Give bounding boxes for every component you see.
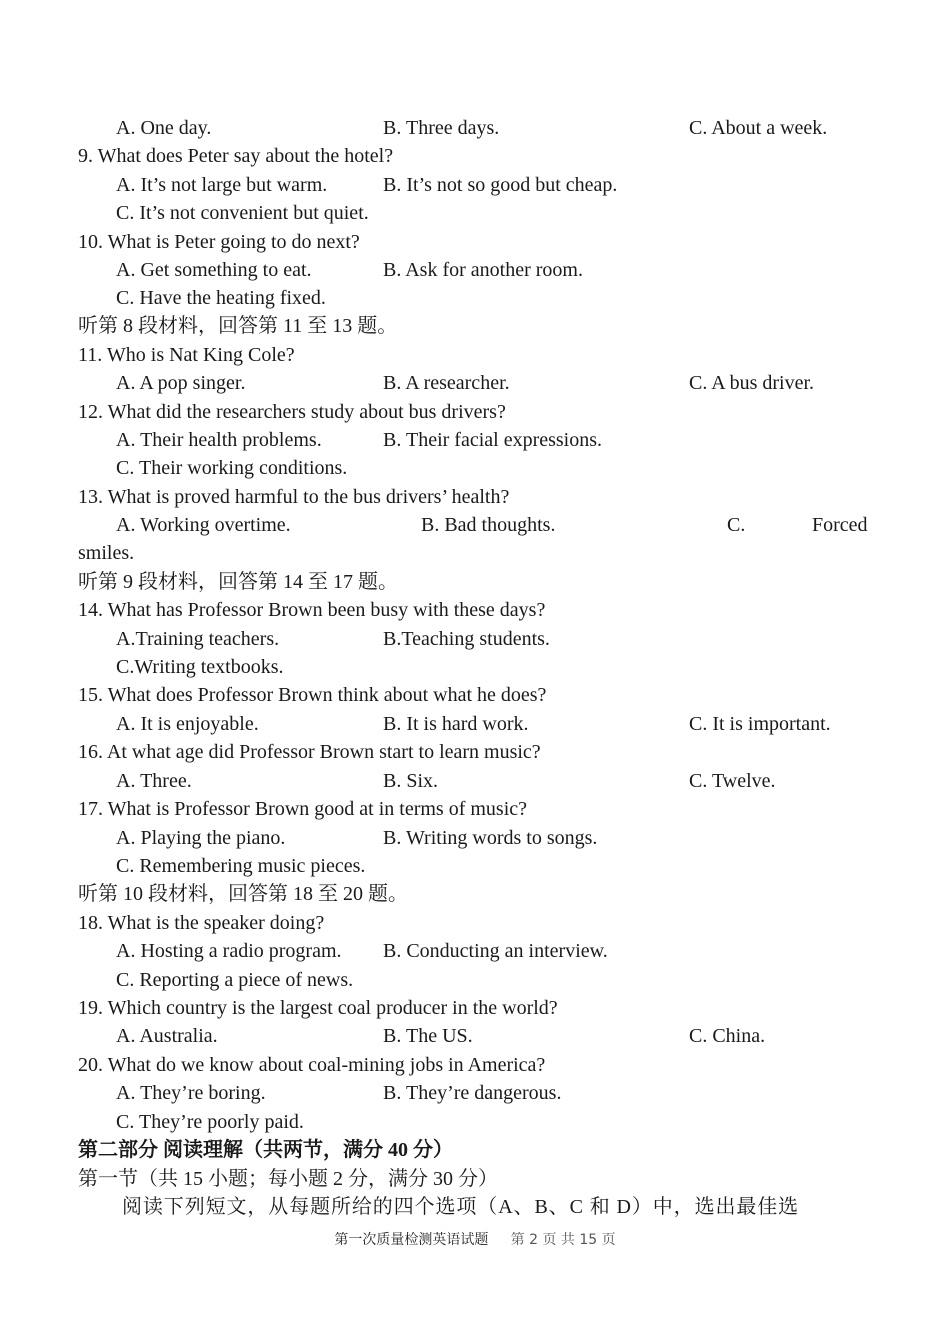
q13-option-c-text: Forced [812,514,868,536]
q16-stem: 16. At what age did Professor Brown start to learn music? [78,741,541,763]
q13-option-a: A. Working overtime. [116,514,291,536]
footer-title: 第一次质量检测英语试题 [334,1232,489,1248]
q14-option-a: A.Training teachers. [116,628,280,650]
part-2-heading: 第二部分 阅读理解（共两节，满分 40 分） [78,1139,453,1161]
q13-stem: 13. What is proved harmful to the bus drivers’ health? [78,486,510,508]
q19-option-a: A. Australia. [116,1025,218,1047]
q14-stem: 14. What has Professor Brown been busy with these days? [78,599,546,621]
q11-option-a: A. A pop singer. [116,372,246,394]
q17-option-b: B. Writing words to songs. [383,827,598,849]
q16-option-c: C. Twelve. [689,770,776,792]
q15-option-b: B. It is hard work. [383,713,529,735]
q19-option-b: B. The US. [383,1025,473,1047]
q12-stem: 12. What did the researchers study about bus drivers? [78,401,506,423]
q19-stem: 19. Which country is the largest coal producer in the world? [78,997,558,1019]
q10-option-b: B. Ask for another room. [383,259,583,281]
q12-option-b: B. Their facial expressions. [383,429,603,451]
q18-option-b: B. Conducting an interview. [383,940,608,962]
q9-stem: 9. What does Peter say about the hotel? [78,145,394,167]
section-9-heading: 听第 9 段材料，回答第 14 至 17 题。 [78,571,398,593]
q15-option-c: C. It is important. [689,713,831,735]
reading-instructions: 阅读下列短文，从每题所给的四个选项（A、B、C 和 D）中，选出最佳选 [122,1196,800,1218]
q13-option-b: B. Bad thoughts. [421,514,556,536]
q15-stem: 15. What does Professor Brown think about what he does? [78,684,547,706]
section-8-heading: 听第 8 段材料，回答第 11 至 13 题。 [78,315,398,337]
q8-option-b: B. Three days. [383,117,500,139]
q14-option-c: C.Writing textbooks. [116,656,284,678]
q20-option-c: C. They’re poorly paid. [116,1111,304,1133]
q13-option-c-wrap: smiles. [78,542,135,564]
q11-stem: 11. Who is Nat King Cole? [78,344,295,366]
q10-stem: 10. What is Peter going to do next? [78,231,360,253]
q16-option-b: B. Six. [383,770,439,792]
q9-option-c: C. It’s not convenient but quiet. [116,202,369,224]
q17-option-a: A. Playing the piano. [116,827,286,849]
q20-stem: 20. What do we know about coal-mining jobs in America? [78,1054,546,1076]
q10-option-a: A. Get something to eat. [116,259,312,281]
q9-option-a: A. It’s not large but warm. [116,174,328,196]
q18-option-a: A. Hosting a radio program. [116,940,342,962]
footer-page-number: 第 2 页 共 15 页 [510,1232,616,1248]
q13-option-c-letter: C. [727,514,746,536]
q16-option-a: A. Three. [116,770,192,792]
q11-option-c: C. A bus driver. [689,372,815,394]
q12-option-c: C. Their working conditions. [116,457,348,479]
section-1-heading: 第一节（共 15 小题；每小题 2 分，满分 30 分） [78,1168,498,1190]
q10-option-c: C. Have the heating fixed. [116,287,326,309]
q14-option-b: B.Teaching students. [383,628,550,650]
q20-option-a: A. They’re boring. [116,1082,266,1104]
q17-stem: 17. What is Professor Brown good at in terms of music? [78,798,528,820]
q12-option-a: A. Their health problems. [116,429,322,451]
q18-stem: 18. What is the speaker doing? [78,912,325,934]
q11-option-b: B. A researcher. [383,372,510,394]
q18-option-c: C. Reporting a piece of news. [116,969,354,991]
q17-option-c: C. Remembering music pieces. [116,855,366,877]
section-10-heading: 听第 10 段材料，回答第 18 至 20 题。 [78,883,408,905]
q19-option-c: C. China. [689,1025,766,1047]
q20-option-b: B. They’re dangerous. [383,1082,562,1104]
page-footer [0,1230,950,1250]
q9-option-b: B. It’s not so good but cheap. [383,174,618,196]
q8-option-c: C. About a week. [689,117,828,139]
q8-option-a: A. One day. [116,117,212,139]
q15-option-a: A. It is enjoyable. [116,713,259,735]
